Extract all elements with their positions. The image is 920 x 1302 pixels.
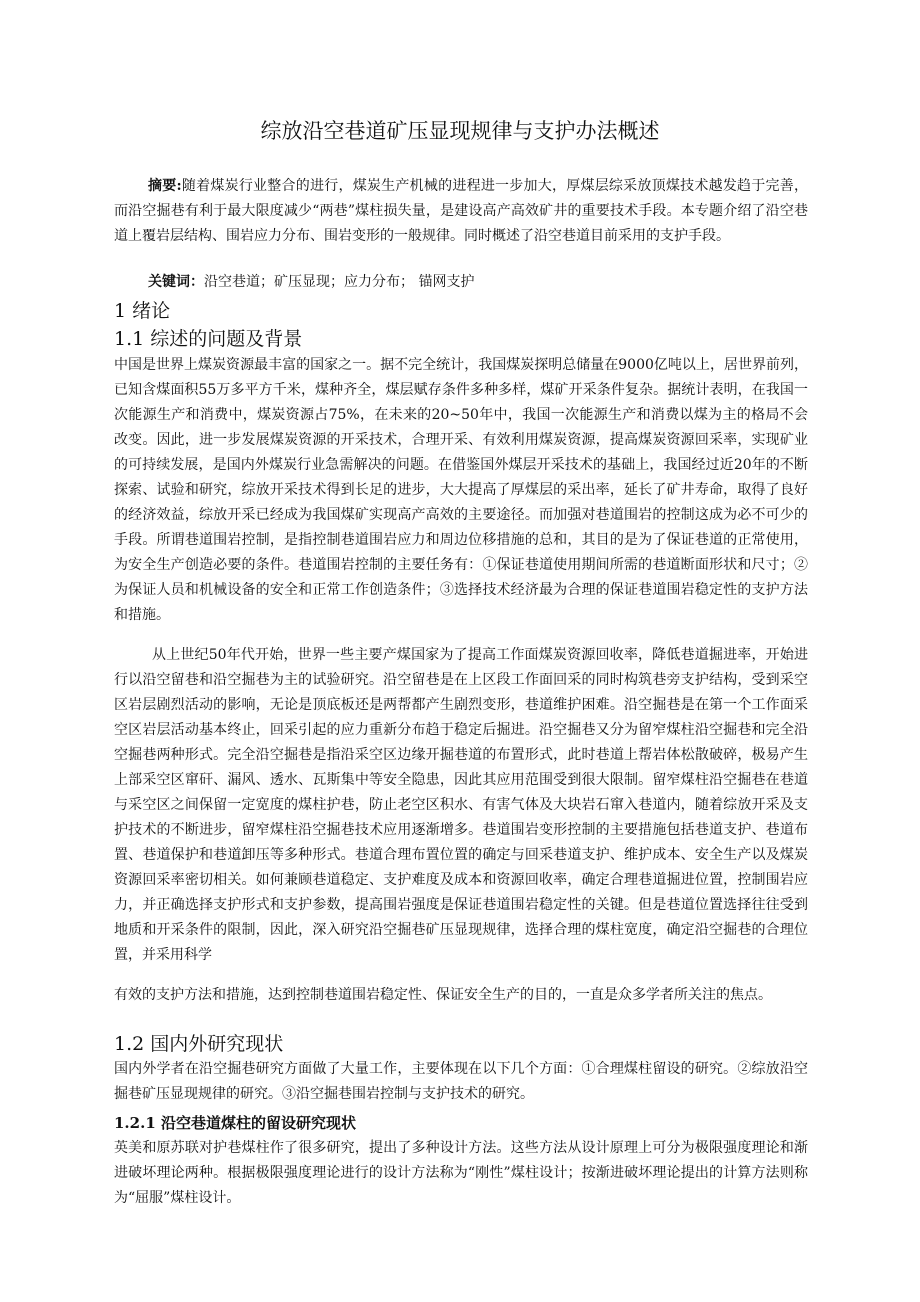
keywords-line [114,270,842,294]
body-paragraph-1: 中国是世界上煤炭资源最丰富的国家之一。据不完全统计，我国煤炭探明总储量在9000亿吨以上，居世界前列，已知含煤面积55万多平方千米，煤种齐全，煤层赋存条件多种多样，煤矿开采条件复杂。据统计表明，在我国一次能源生产和消费中，煤炭资源占75%，在未来的20~50年中，我国一次能源生产和消费以煤为主的格局不会改变。因此，进一步发展煤炭资源的开采技术，合理开采、有效利用煤炭资源，提高煤炭资源回采率，实现矿业的可持续发展，是国内外煤炭行业急需解决的问题。在借鉴国外煤层开采技术的基础上，我国经过近20年的不断探索、试验和研究，综放开采技术得到长足的进步，大大提高了厚煤层的采出率，延长了矿井寿命，取得了良好的经济效益，综放开采已经成为我国煤矿实现高产高效的主要途径。而加强对巷道围岩的控制这成为必不可少的手段。所谓巷道围岩控制，是指控制巷道围岩应力和周边位移措施的总和，其目的是为了保证巷道的正常使用，为安全生产创造必要的条件。巷道围岩控制的主要任务有：①保证巷道使用期间所需的巷道断面形状和尺寸；②为保证人员和机械设备的安全和正常工作创造条件；③选择技术经济最为合理的保证巷道围岩稳定性的支护方法和措施。 [114,357,808,623]
keywords-text: 沿空巷道；矿压显现；应力分布； 锚网支护 [204,274,475,290]
section-heading-1-1: 1.1 综述的问题及背景 [114,328,303,350]
abstract-paragraph [114,174,808,249]
abstract-label: 摘要: [148,178,182,194]
body-paragraph-4: 国内外学者在沿空掘巷研究方面做了大量工作，主要体现在以下几个方面：①合理煤柱留设的研究。②综放沿空掘巷矿压显现规律的研究。③沿空掘巷围岩控制与支护技术的研究。 [114,1061,808,1102]
body-paragraph-3: 有效的支护方法和措施，达到控制巷道围岩稳定性、保证安全生产的目的，一直是众多学者所关注的焦点。 [114,987,772,1003]
abstract-text: 随着煤炭行业整合的进行，煤炭生产机械的进程进一步加大，厚煤层综采放顶煤技术越发趋于完善，而沿空掘巷有利于最大限度减少“两巷”煤柱损失量，是建设高产高效矿井的重要技术手段。本专题介绍了沿空巷道上覆岩层结构、围岩应力分布、围岩变形的一般规律。同时概述了沿空巷道目前采用的支护手段。 [114,178,808,244]
section-heading-1: 1 绪论 [114,300,171,322]
section-heading-1-2-1: 1.2.1 沿空巷道煤柱的留设研究现状 [114,1114,356,1132]
body-paragraph-5: 英美和原苏联对护巷煤柱作了很多研究，提出了多种设计方法。这些方法从设计原理上可分为极限强度理论和渐进破坏理论两种。根据极限强度理论进行的设计方法称为“刚性”煤柱设计；按渐进破坏理论提出的计算方法则称为“屈服”煤柱设计。 [114,1140,808,1206]
keywords-label: 关键词： [148,274,204,290]
section-heading-1-2: 1.2 国内外研究现状 [114,1033,284,1055]
body-paragraph-2: 从上世纪50年代开始，世界一些主要产煤国家为了提高工作面煤炭资源回收率，降低巷道掘进率，开始进行以沿空留巷和沿空掘巷为主的试验研究。沿空留巷是在上区段工作面回采的同时构筑巷旁支护结构，受到采空区岩层剧烈活动的影响，无论是顶底板还是两帮都产生剧烈变形，巷道维护困难。沿空掘巷是在第一个工作面采空区岩层活动基本终止，回采引起的应力重新分布趋于稳定后掘进。沿空掘巷又分为留窄煤柱沿空掘巷和完全沿空掘巷两种形式。完全沿空掘巷是指沿采空区边缘开掘巷道的布置形式，此时巷道上帮岩体松散破碎，极易产生上部采空区窜矸、漏风、透水、瓦斯集中等安全隐患，因此其应用范围受到很大限制。留窄煤柱沿空掘巷在巷道与采空区之间保留一定宽度的煤柱护巷，防止老空区积水、有害气体及大块岩石窜入巷道内，随着综放开采及支护技术的不断进步，留窄煤柱沿空掘巷技术应用逐渐增多。巷道围岩变形控制的主要措施包括巷道支护、巷道布置、巷道保护和巷道卸压等多种形式。巷道合理布置位置的确定与回采巷道支护、维护成本、安全生产以及煤炭资源回采率密切相关。如何兼顾巷道稳定、支护难度及成本和资源回收率，确定合理巷道掘进位置，控制围岩应力，并正确选择支护形式和支护参数，提高围岩强度是保证巷道围岩稳定性的关键。但是巷道位置选择往往受到地质和开采条件的限制，因此，深入研究沿空掘巷矿压显现规律，选择合理的煤柱宽度，确定沿空掘巷的合理位置，并采用科学 [114,647,808,963]
document-title: 综放沿空巷道矿压显现规律与支护办法概述 [260,119,660,143]
